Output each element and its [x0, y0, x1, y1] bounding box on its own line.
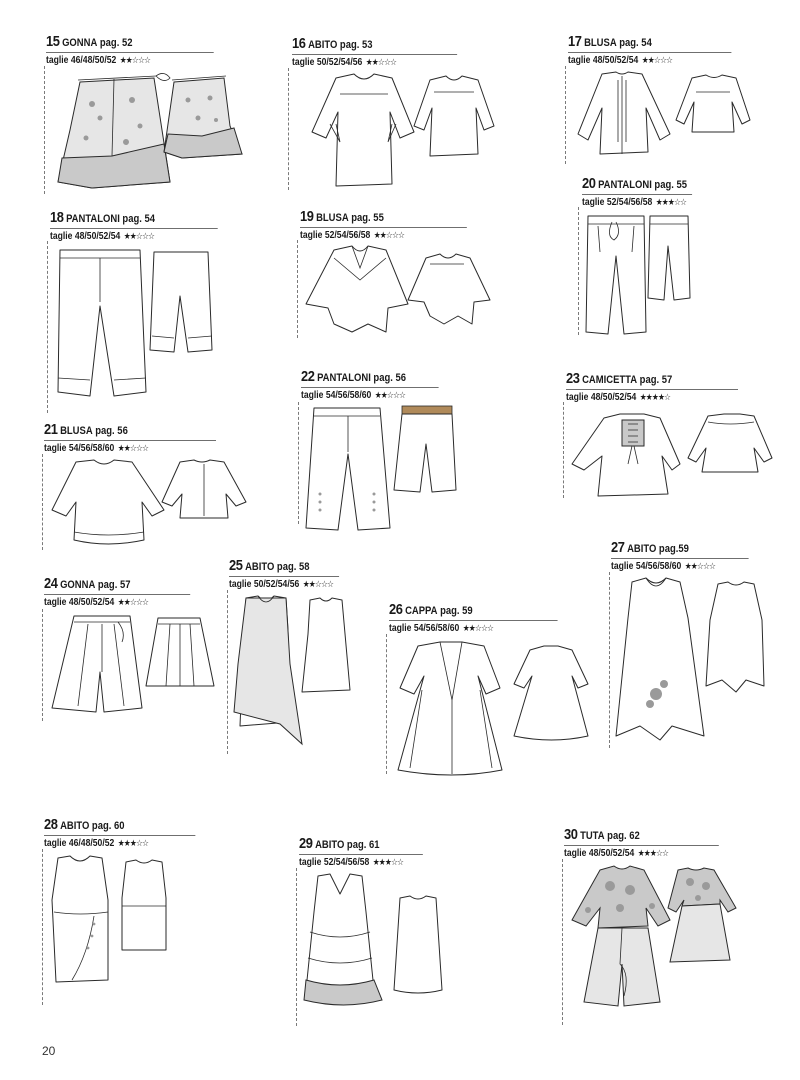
- sketch-dress-25: [232, 594, 356, 750]
- difficulty-stars: ★★☆☆☆: [119, 56, 151, 66]
- item-26: [389, 603, 585, 635]
- item-heading: [44, 423, 216, 441]
- item-number: 29: [299, 835, 313, 852]
- item-heading: [229, 559, 339, 577]
- item-25: [229, 559, 357, 591]
- sizes-text: taglie 48/50/52/54: [566, 392, 637, 403]
- item-number: 21: [44, 421, 58, 438]
- sketch-skirt-15: [52, 70, 247, 190]
- item-heading: [44, 818, 195, 836]
- item-page: pag. 56: [373, 372, 407, 384]
- difficulty-stars: ★★☆☆☆: [684, 562, 716, 572]
- item-page: pag. 62: [607, 830, 640, 842]
- divider-line: [297, 240, 298, 338]
- item-name: TUTA: [580, 830, 605, 842]
- item-sizes: [301, 390, 439, 402]
- sketch-trousers-18: [54, 246, 214, 406]
- item-number: 26: [389, 601, 403, 618]
- item-number: 27: [611, 539, 625, 556]
- difficulty-stars: ★★☆☆☆: [117, 444, 149, 454]
- item-heading: [566, 372, 738, 390]
- item-number: 23: [566, 370, 580, 387]
- item-page: pag. 54: [619, 37, 652, 49]
- item-page: pag. 57: [97, 579, 131, 591]
- item-sizes: [50, 231, 218, 243]
- item-page: pag. 60: [91, 820, 125, 832]
- divider-line: [42, 849, 43, 1005]
- item-number: 15: [46, 33, 60, 50]
- divider-line: [562, 859, 563, 1025]
- item-page: pag. 61: [346, 839, 380, 851]
- divider-line: [42, 609, 43, 721]
- item-page: pag. 59: [440, 605, 473, 617]
- divider-line: [298, 402, 299, 524]
- sizes-text: taglie 52/54/56/58: [582, 197, 653, 208]
- item-heading: [292, 37, 457, 55]
- item-number: 28: [44, 816, 58, 833]
- sizes-text: taglie 50/52/54/56: [229, 579, 300, 590]
- divider-line: [565, 66, 566, 164]
- sizes-text: taglie 48/50/52/54: [568, 55, 639, 66]
- item-number: 17: [568, 33, 582, 50]
- item-name: PANTALONI: [317, 372, 371, 384]
- item-name: ABITO: [60, 820, 90, 832]
- sketch-dress-29: [304, 872, 454, 1012]
- item-heading: [300, 210, 467, 228]
- difficulty-stars: ★★★☆☆: [637, 849, 669, 859]
- divider-line: [578, 207, 579, 335]
- item-27: [611, 541, 771, 573]
- item-heading: [389, 603, 558, 621]
- item-heading: [611, 541, 749, 559]
- divider-line: [296, 868, 297, 1026]
- item-22: [301, 370, 461, 402]
- sizes-text: taglie 54/56/58/60: [389, 623, 460, 634]
- sketch-dress-28: [48, 854, 178, 988]
- difficulty-stars: ★★☆☆☆: [462, 624, 494, 634]
- difficulty-stars: ★★☆☆☆: [365, 58, 397, 68]
- item-page: pag. 55: [351, 212, 384, 224]
- item-page: pag. 57: [639, 374, 673, 386]
- item-sizes: [300, 230, 467, 242]
- sketch-blouse-23: [568, 408, 778, 500]
- item-29: [299, 837, 443, 869]
- item-sizes: [44, 838, 195, 850]
- page-number: 20: [42, 1044, 56, 1058]
- sizes-text: taglie 48/50/52/54: [50, 231, 121, 242]
- item-28: [44, 818, 220, 850]
- sizes-text: taglie 52/54/56/58: [299, 857, 370, 868]
- item-name: GONNA: [62, 37, 98, 49]
- sketch-dress-27: [614, 576, 774, 746]
- divider-line: [386, 634, 387, 774]
- difficulty-stars: ★★☆☆☆: [374, 391, 406, 401]
- item-page: pag. 56: [95, 425, 128, 437]
- divider-line: [609, 572, 610, 748]
- item-30: [564, 828, 744, 860]
- difficulty-stars: ★★☆☆☆: [123, 232, 155, 242]
- item-heading: [50, 211, 218, 229]
- item-name: CAMICETTA: [582, 374, 638, 386]
- sketch-blouse-17: [572, 70, 752, 158]
- item-page: pag. 52: [99, 37, 133, 49]
- divider-line: [563, 402, 564, 498]
- item-19: [300, 210, 494, 242]
- difficulty-stars: ★★★★☆: [639, 393, 671, 403]
- item-heading: [301, 370, 439, 388]
- item-sizes: [611, 561, 749, 573]
- item-sizes: [44, 597, 190, 609]
- divider-line: [288, 68, 289, 190]
- item-number: 25: [229, 557, 243, 574]
- item-number: 24: [44, 575, 58, 592]
- item-name: PANTALONI: [66, 213, 120, 225]
- item-name: ABITO: [308, 39, 338, 51]
- item-sizes: [389, 623, 558, 635]
- item-23: [566, 372, 766, 404]
- item-heading: [46, 35, 214, 53]
- item-number: 22: [301, 368, 315, 385]
- item-number: 30: [564, 826, 578, 843]
- difficulty-stars: ★★☆☆☆: [117, 598, 149, 608]
- item-name: BLUSA: [584, 37, 617, 49]
- sketch-coat-26: [392, 640, 592, 780]
- item-17: [568, 35, 758, 67]
- difficulty-stars: ★★☆☆☆: [373, 231, 405, 241]
- item-page: pag.59: [658, 543, 689, 555]
- item-number: 16: [292, 35, 306, 52]
- item-name: GONNA: [60, 579, 96, 591]
- difficulty-stars: ★★★☆☆: [372, 858, 404, 868]
- difficulty-stars: ★★☆☆☆: [302, 580, 334, 590]
- sketch-jumpsuit-30: [570, 864, 750, 1014]
- item-sizes: [46, 55, 214, 67]
- sizes-text: taglie 50/52/54/56: [292, 57, 363, 68]
- item-heading: [44, 577, 190, 595]
- item-21: [44, 423, 244, 455]
- item-heading: [299, 837, 423, 855]
- item-name: BLUSA: [60, 425, 93, 437]
- item-page: pag. 53: [339, 39, 373, 51]
- item-number: 19: [300, 208, 314, 225]
- item-heading: [582, 177, 692, 195]
- sizes-text: taglie 46/48/50/52: [44, 838, 115, 849]
- item-sizes: [229, 579, 339, 591]
- item-sizes: [566, 392, 738, 404]
- sketch-dress-16: [296, 72, 496, 190]
- item-sizes: [299, 857, 423, 869]
- sketch-trousers-22: [306, 404, 466, 534]
- item-18: [50, 211, 245, 243]
- difficulty-stars: ★★★☆☆: [655, 198, 687, 208]
- item-page: pag. 55: [654, 179, 688, 191]
- sizes-text: taglie 54/56/58/60: [301, 390, 372, 401]
- item-number: 18: [50, 209, 64, 226]
- item-number: 20: [582, 175, 596, 192]
- sizes-text: taglie 48/50/52/54: [44, 597, 115, 608]
- difficulty-stars: ★★★☆☆: [117, 839, 149, 849]
- item-20: [582, 177, 710, 209]
- divider-line: [227, 590, 228, 754]
- item-name: ABITO: [627, 543, 657, 555]
- item-name: BLUSA: [316, 212, 349, 224]
- item-name: ABITO: [245, 561, 275, 573]
- item-name: PANTALONI: [598, 179, 652, 191]
- sizes-text: taglie 54/56/58/60: [44, 443, 115, 454]
- divider-line: [44, 66, 45, 194]
- item-heading: [568, 35, 731, 53]
- sketch-skirt-24: [48, 612, 218, 714]
- sizes-text: taglie 48/50/52/54: [564, 848, 635, 859]
- sketch-trousers-20: [584, 212, 704, 336]
- item-name: ABITO: [315, 839, 345, 851]
- item-sizes: [568, 55, 731, 67]
- item-page: pag. 58: [276, 561, 310, 573]
- difficulty-stars: ★★☆☆☆: [641, 56, 673, 66]
- item-sizes: [564, 848, 719, 860]
- item-name: CAPPA: [405, 605, 438, 617]
- sizes-text: taglie 46/48/50/52: [46, 55, 117, 66]
- divider-line: [42, 454, 43, 550]
- item-16: [292, 37, 484, 69]
- item-page: pag. 54: [122, 213, 156, 225]
- sketch-blouse-21: [48, 458, 248, 550]
- sizes-text: taglie 54/56/58/60: [611, 561, 682, 572]
- item-sizes: [44, 443, 216, 455]
- item-15: [46, 35, 241, 67]
- item-sizes: [582, 197, 692, 209]
- item-24: [44, 577, 214, 609]
- item-heading: [564, 828, 719, 846]
- sketch-blouse-19: [304, 244, 494, 336]
- divider-line: [47, 241, 48, 413]
- item-sizes: [292, 57, 457, 69]
- sizes-text: taglie 52/54/56/58: [300, 230, 371, 241]
